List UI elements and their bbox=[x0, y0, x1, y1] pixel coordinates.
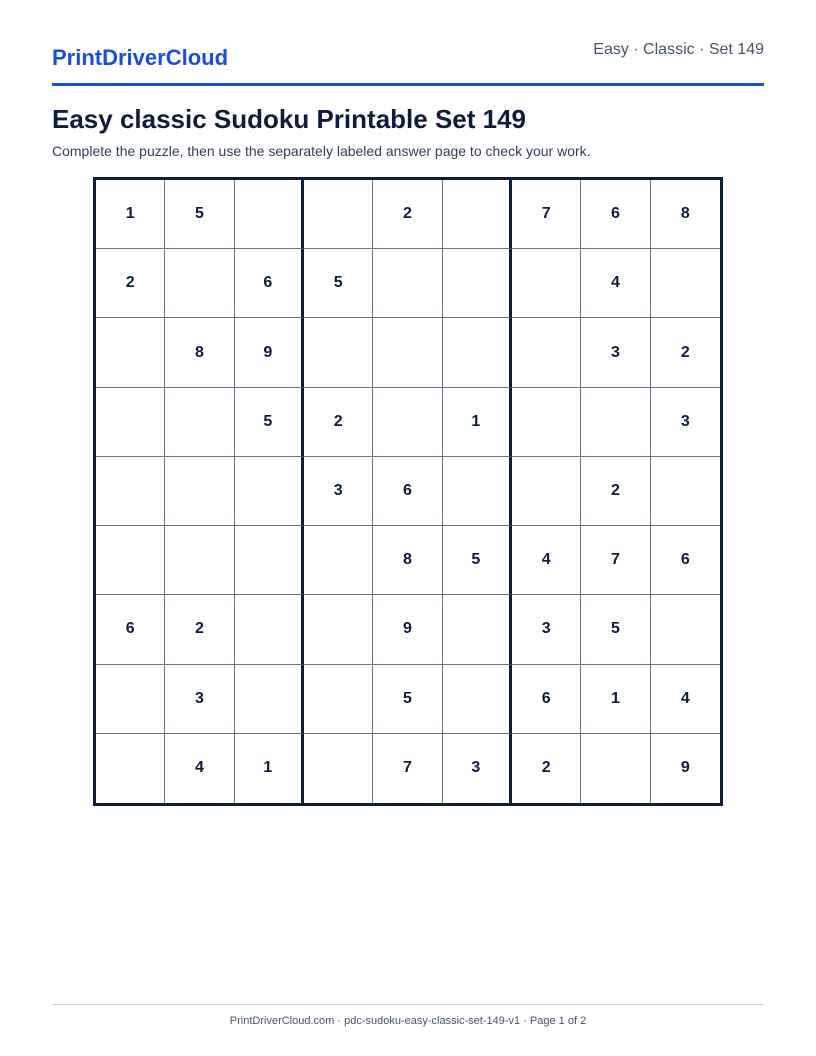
sudoku-cell: 4 bbox=[165, 734, 234, 803]
sudoku-cell bbox=[373, 249, 442, 318]
sudoku-cell: 7 bbox=[581, 526, 650, 595]
sudoku-cell: 4 bbox=[581, 249, 650, 318]
sudoku-cell bbox=[443, 180, 512, 249]
sudoku-cell bbox=[96, 665, 165, 734]
sudoku-cell: 2 bbox=[512, 734, 581, 803]
sudoku-cell bbox=[96, 388, 165, 457]
page-title: Easy classic Sudoku Printable Set 149 bbox=[52, 104, 527, 134]
sudoku-cell bbox=[512, 457, 581, 526]
sudoku-cell bbox=[96, 734, 165, 803]
sudoku-cell: 6 bbox=[235, 249, 304, 318]
sudoku-cell: 5 bbox=[235, 388, 304, 457]
sudoku-cell: 1 bbox=[581, 665, 650, 734]
sudoku-cell: 2 bbox=[304, 388, 373, 457]
sudoku-cell: 3 bbox=[581, 318, 650, 387]
sudoku-cell: 6 bbox=[581, 180, 650, 249]
sudoku-cell: 5 bbox=[443, 526, 512, 595]
sudoku-cell bbox=[165, 388, 234, 457]
sudoku-cell: 6 bbox=[651, 526, 720, 595]
sudoku-cell: 1 bbox=[443, 388, 512, 457]
sudoku-cell bbox=[651, 457, 720, 526]
sudoku-cell: 8 bbox=[373, 526, 442, 595]
sudoku-cell: 3 bbox=[304, 457, 373, 526]
sudoku-cell: 9 bbox=[680, 759, 690, 777]
sudoku-cell bbox=[304, 180, 373, 249]
sudoku-cell bbox=[443, 457, 512, 526]
sudoku-cell bbox=[96, 526, 165, 595]
sudoku-cell: 3 bbox=[443, 734, 512, 803]
sudoku-cell bbox=[96, 457, 165, 526]
sudoku-cell: 6 bbox=[96, 595, 165, 664]
sudoku-cell: 5 bbox=[165, 180, 234, 249]
sudoku-cell: 5 bbox=[304, 249, 373, 318]
sudoku-cell bbox=[512, 249, 581, 318]
sudoku-cell: 7 bbox=[373, 734, 442, 803]
sudoku-cell bbox=[304, 526, 373, 595]
sudoku-cell: 6 bbox=[373, 457, 442, 526]
sudoku-cell: 1 bbox=[96, 180, 165, 249]
sudoku-cell: 2 bbox=[96, 249, 165, 318]
sudoku-cell: 2 bbox=[581, 457, 650, 526]
sudoku-cell bbox=[96, 318, 165, 387]
sudoku-cell bbox=[651, 595, 720, 664]
sudoku-cell: 3 bbox=[651, 388, 720, 457]
sudoku-cell bbox=[373, 318, 442, 387]
sudoku-grid bbox=[93, 177, 723, 806]
page-footer: PrintDriverCloud.com · pdc-sudoku-easy-classic-set-149-v1 · Page 1 of 2 bbox=[229, 1015, 587, 1027]
sudoku-cell bbox=[443, 249, 512, 318]
page-subtitle: Complete the puzzle, then use the separately labeled answer page to check your work. bbox=[52, 143, 591, 159]
footer-divider bbox=[52, 1004, 764, 1005]
sudoku-cell bbox=[235, 665, 304, 734]
sudoku-cell bbox=[165, 526, 234, 595]
sudoku-cell: 7 bbox=[512, 180, 581, 249]
page-header bbox=[52, 0, 764, 86]
sudoku-cell: 3 bbox=[512, 595, 581, 664]
sudoku-cell bbox=[581, 734, 650, 803]
sudoku-cell: 5 bbox=[373, 665, 442, 734]
sudoku-cell bbox=[235, 595, 304, 664]
sudoku-cell: 2 bbox=[651, 318, 720, 387]
sudoku-cell: 2 bbox=[165, 595, 234, 664]
sudoku-cell: 4 bbox=[651, 665, 720, 734]
sudoku-cell bbox=[443, 665, 512, 734]
sudoku-cell: 8 bbox=[651, 180, 720, 249]
sudoku-cell bbox=[165, 249, 234, 318]
sudoku-cell bbox=[235, 180, 304, 249]
sudoku-cell bbox=[235, 457, 304, 526]
sudoku-cell bbox=[581, 388, 650, 457]
brand-logo: PrintDriverCloud bbox=[52, 45, 229, 70]
sudoku-cell: 1 bbox=[235, 734, 304, 803]
sudoku-cell bbox=[165, 457, 234, 526]
sudoku-cell: 8 bbox=[165, 318, 234, 387]
sudoku-cell bbox=[304, 318, 373, 387]
sudoku-cell: 9 bbox=[373, 595, 442, 664]
sudoku-cell: 4 bbox=[512, 526, 581, 595]
sudoku-cell: 5 bbox=[581, 595, 650, 664]
sudoku-cell bbox=[443, 318, 512, 387]
sudoku-cell bbox=[235, 526, 304, 595]
sudoku-cell bbox=[443, 595, 512, 664]
sudoku-cell: 2 bbox=[373, 180, 442, 249]
sudoku-cell bbox=[651, 249, 720, 318]
sudoku-cell bbox=[373, 388, 442, 457]
sudoku-cell: 3 bbox=[165, 665, 234, 734]
sudoku-cell: 6 bbox=[512, 665, 581, 734]
sudoku-cell bbox=[304, 595, 373, 664]
puzzle-meta: Easy · Classic · Set 149 bbox=[593, 41, 764, 58]
sudoku-cell bbox=[512, 318, 581, 387]
sudoku-cell bbox=[304, 665, 373, 734]
sudoku-cell bbox=[304, 734, 373, 803]
sudoku-cell bbox=[512, 388, 581, 457]
sudoku-cell: 9 bbox=[235, 318, 304, 387]
